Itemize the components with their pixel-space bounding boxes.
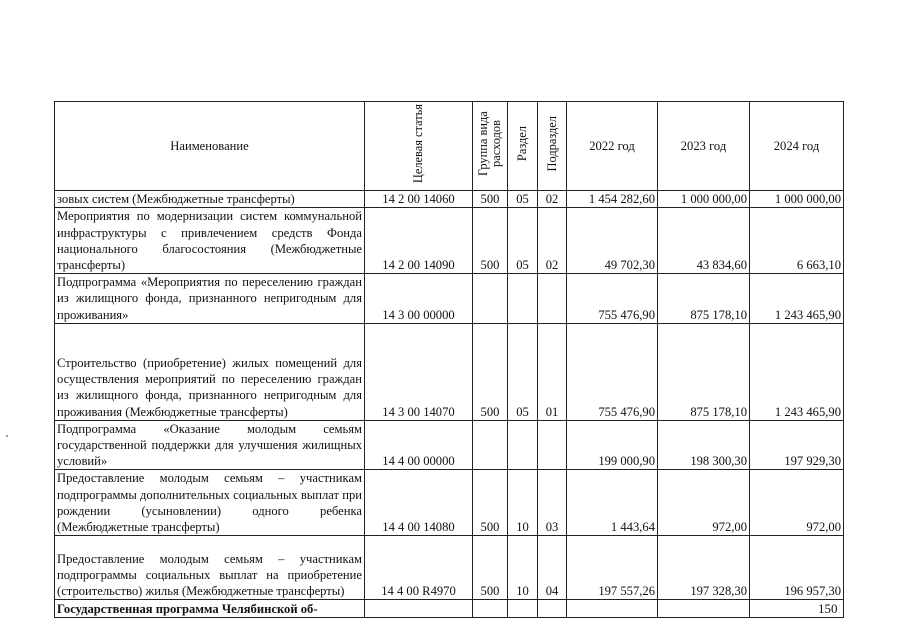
cell-y2023: 197 328,30 — [658, 536, 750, 600]
table-row — [55, 536, 844, 600]
cell-y2023 — [658, 600, 750, 618]
cell-section: 10 — [508, 536, 538, 600]
cell-y2022: 49 702,30 — [567, 208, 658, 274]
cell-group: 500 — [473, 323, 508, 420]
scan-speck — [6, 435, 8, 437]
table-header-row — [55, 102, 844, 191]
cell-section — [508, 420, 538, 470]
cell-section: 05 — [508, 208, 538, 274]
cell-section — [508, 600, 538, 618]
row-name: Подпрограмма «Мероприятия по переселению граждан из жилищного фонда, признанного непригодным для проживания» — [55, 274, 365, 324]
cell-article: 14 3 00 00000 — [365, 274, 473, 324]
table-row — [55, 600, 844, 618]
table-row — [55, 191, 844, 208]
table-row — [55, 274, 844, 324]
cell-subsection — [538, 600, 567, 618]
cell-article: 14 4 00 14080 — [365, 470, 473, 536]
cell-y2022: 1 443,64 — [567, 470, 658, 536]
cell-group: 500 — [473, 536, 508, 600]
cell-group: 500 — [473, 191, 508, 208]
cell-y2023: 198 300,30 — [658, 420, 750, 470]
cell-y2024: 6 663,10 — [750, 208, 844, 274]
cell-y2023: 1 000 000,00 — [658, 191, 750, 208]
cell-subsection: 04 — [538, 536, 567, 600]
header-2023: 2023 год — [658, 102, 750, 191]
page-number: 150 — [818, 601, 838, 616]
row-name: Подпрограмма «Оказание молодым семьям государственной поддержки для улучшения жилищных условий» — [55, 420, 365, 470]
cell-y2024: 972,00 — [750, 470, 844, 536]
table-body — [55, 191, 844, 618]
cell-subsection: 02 — [538, 191, 567, 208]
cell-section: 05 — [508, 191, 538, 208]
cell-group: 500 — [473, 208, 508, 274]
cell-section — [508, 274, 538, 324]
cell-y2022: 197 557,26 — [567, 536, 658, 600]
cell-article: 14 4 00 R4970 — [365, 536, 473, 600]
header-subsection: Подраздел — [538, 102, 567, 191]
header-name: Наименование — [55, 102, 365, 191]
header-section: Раздел — [508, 102, 538, 191]
cell-article: 14 3 00 14070 — [365, 323, 473, 420]
cell-article: 14 4 00 00000 — [365, 420, 473, 470]
table-row — [55, 208, 844, 274]
table-row — [55, 470, 844, 536]
header-2022: 2022 год — [567, 102, 658, 191]
cell-section: 05 — [508, 323, 538, 420]
cell-y2024: 196 957,30 — [750, 536, 844, 600]
table-row — [55, 420, 844, 470]
cell-article — [365, 600, 473, 618]
cell-group — [473, 420, 508, 470]
budget-table — [54, 101, 844, 618]
cell-y2024: 197 929,30 — [750, 420, 844, 470]
header-article: Целевая статья — [365, 102, 473, 191]
row-name: Предоставление молодым семьям – участникам подпрограммы дополнительных социальных выплат при рождении (усыновлении) одного ребенка (Межбюджетные трансферты) — [55, 470, 365, 536]
cell-article: 14 2 00 14060 — [365, 191, 473, 208]
row-name: Мероприятия по модернизации систем коммунальной инфраструктуры с привлечением средств Фонда национального благосостояния (Межбюджетные трансферты) — [55, 208, 365, 274]
row-name: Государственная программа Челябинской об- — [55, 600, 365, 618]
cell-y2022: 199 000,90 — [567, 420, 658, 470]
cell-subsection: 01 — [538, 323, 567, 420]
cell-y2023: 43 834,60 — [658, 208, 750, 274]
cell-y2022: 755 476,90 — [567, 274, 658, 324]
cell-subsection: 02 — [538, 208, 567, 274]
cell-subsection — [538, 274, 567, 324]
cell-y2023: 972,00 — [658, 470, 750, 536]
row-name: зовых систем (Межбюджетные трансферты) — [55, 191, 365, 208]
table-row — [55, 323, 844, 420]
cell-y2023: 875 178,10 — [658, 323, 750, 420]
row-name: Строительство (приобретение) жилых помещений для осуществления мероприятий по переселению граждан из жилищного фонда, признанного непригодным для проживания (Межбюджетные трансферты) — [55, 323, 365, 420]
cell-group — [473, 600, 508, 618]
header-2024: 2024 год — [750, 102, 844, 191]
cell-y2023: 875 178,10 — [658, 274, 750, 324]
header-group: Группа вида расходов — [473, 102, 508, 191]
cell-group: 500 — [473, 470, 508, 536]
cell-y2024: 1 000 000,00 — [750, 191, 844, 208]
cell-section: 10 — [508, 470, 538, 536]
cell-y2024: 1 243 465,90 — [750, 274, 844, 324]
cell-group — [473, 274, 508, 324]
cell-subsection — [538, 420, 567, 470]
cell-y2022: 755 476,90 — [567, 323, 658, 420]
cell-subsection: 03 — [538, 470, 567, 536]
cell-y2022 — [567, 600, 658, 618]
cell-article: 14 2 00 14090 — [365, 208, 473, 274]
row-name: Предоставление молодым семьям – участникам подпрограммы социальных выплат на приобретение (строительство) жилья (Межбюджетные трансферты) — [55, 536, 365, 600]
cell-y2022: 1 454 282,60 — [567, 191, 658, 208]
cell-y2024: 1 243 465,90 — [750, 323, 844, 420]
